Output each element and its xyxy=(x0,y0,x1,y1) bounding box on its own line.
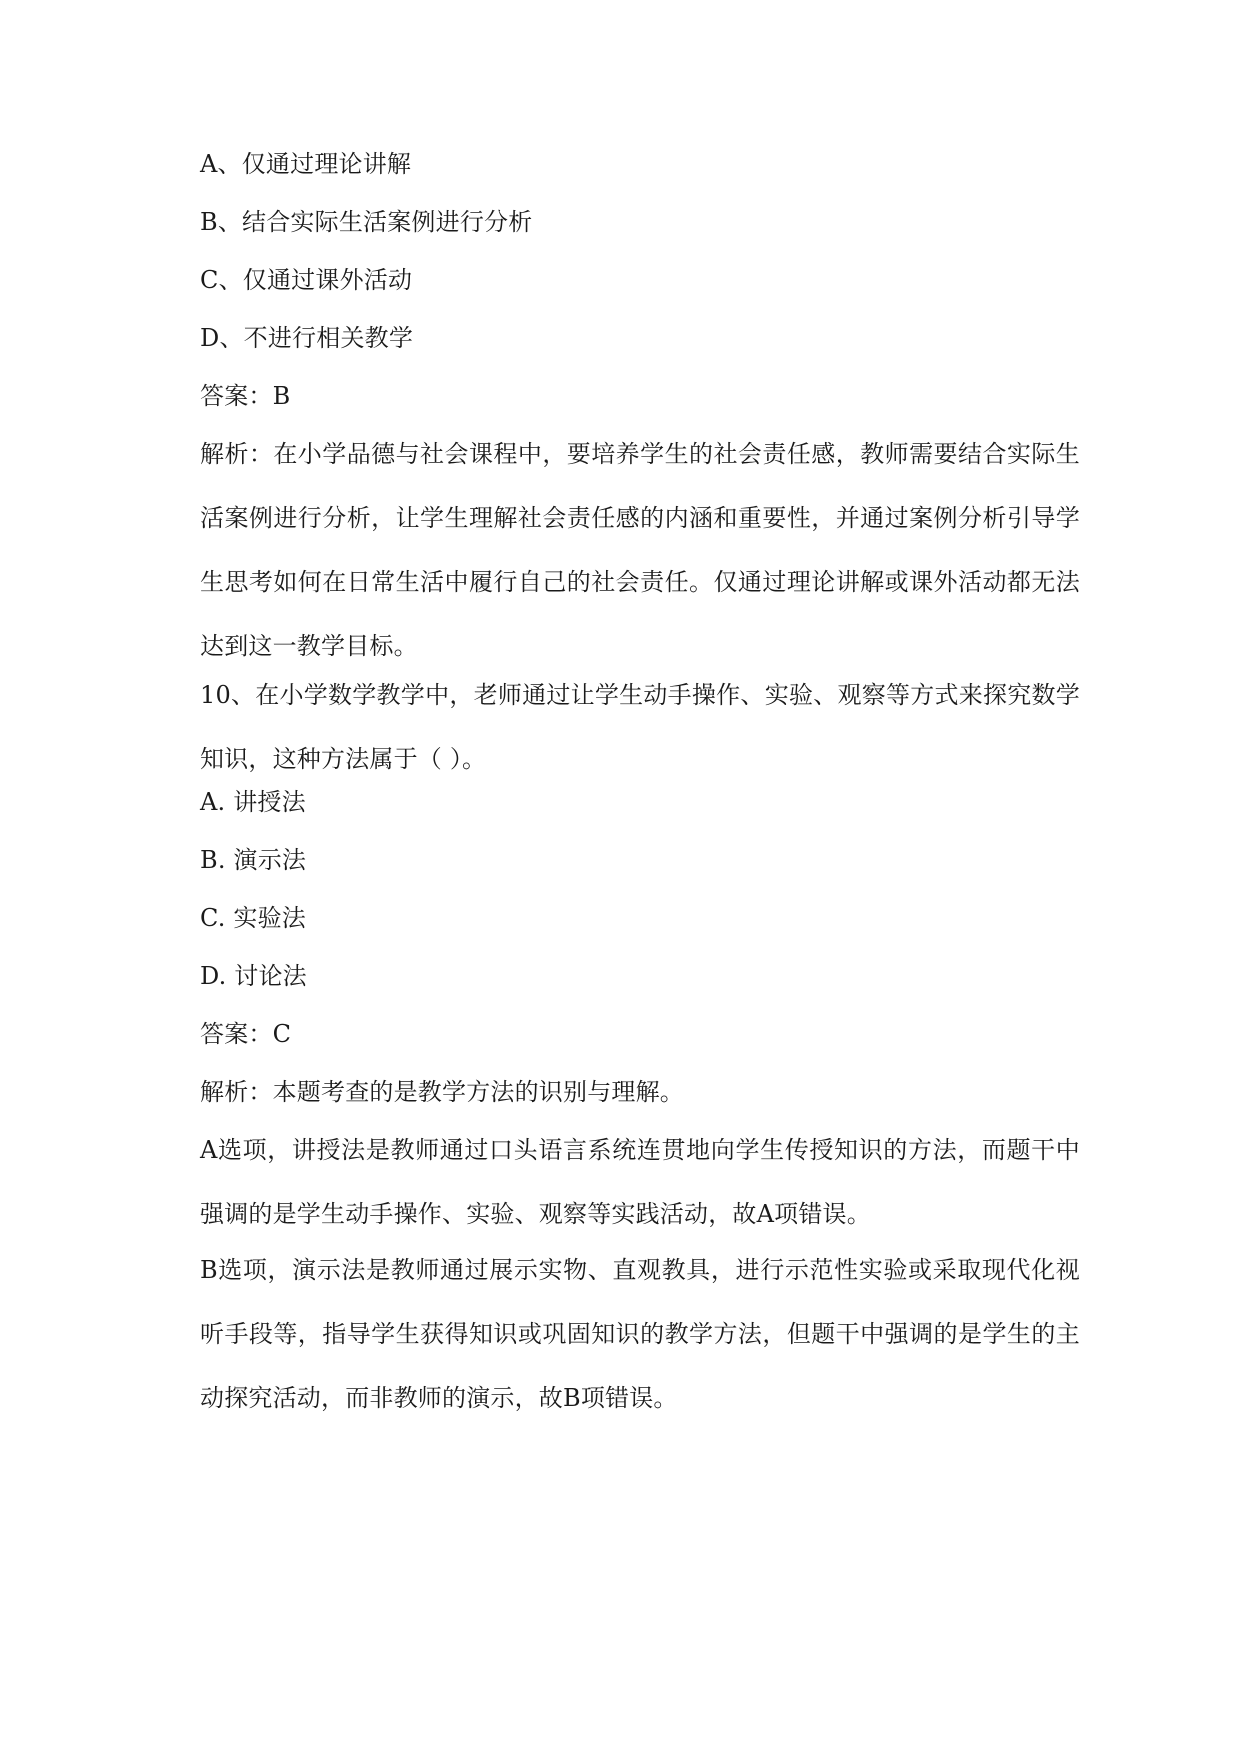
q10-option-d: D. 讨论法 xyxy=(200,962,307,990)
q9-answer: 答案：B xyxy=(200,382,291,410)
q10-question: 10、在小学数学教学中，老师通过让学生动手操作、实验、观察等方式来探究数学知识，这种方法属于（ ）。 xyxy=(200,681,1080,773)
q10-option-a: A. 讲授法 xyxy=(200,788,306,816)
q9-option-a: A、仅通过理论讲解 xyxy=(200,150,412,178)
q10-analysis-option-a: A选项，讲授法是教师通过口头语言系统连贯地向学生传授知识的方法，而题干中强调的是学生动手操作、实验、观察等实践活动，故A项错误。 xyxy=(200,1136,1080,1228)
q10-analysis-intro: 解析：本题考查的是教学方法的识别与理解。 xyxy=(200,1078,684,1106)
q9-analysis: 解析：在小学品德与社会课程中，要培养学生的社会责任感，教师需要结合实际生活案例进行分析，让学生理解社会责任感的内涵和重要性，并通过案例分析引导学生思考如何在日常生活中履行自己的社会责任。仅通过理论讲解或课外活动都无法达到这一教学目标。 xyxy=(200,440,1080,660)
q10-option-b: B. 演示法 xyxy=(200,846,307,874)
q9-option-c: C、仅通过课外活动 xyxy=(200,266,413,294)
q10-option-c: C. 实验法 xyxy=(200,904,306,932)
q9-option-b: B、结合实际生活案例进行分析 xyxy=(200,208,533,236)
q9-option-d: D、不进行相关教学 xyxy=(200,324,414,352)
q10-analysis-option-b: B选项，演示法是教师通过展示实物、直观教具，进行示范性实验或采取现代化视听手段等，指导学生获得知识或巩固知识的教学方法，但题干中强调的是学生的主动探究活动，而非教师的演示，故B项错误。 xyxy=(200,1256,1080,1412)
q10-answer: 答案：C xyxy=(200,1020,292,1048)
